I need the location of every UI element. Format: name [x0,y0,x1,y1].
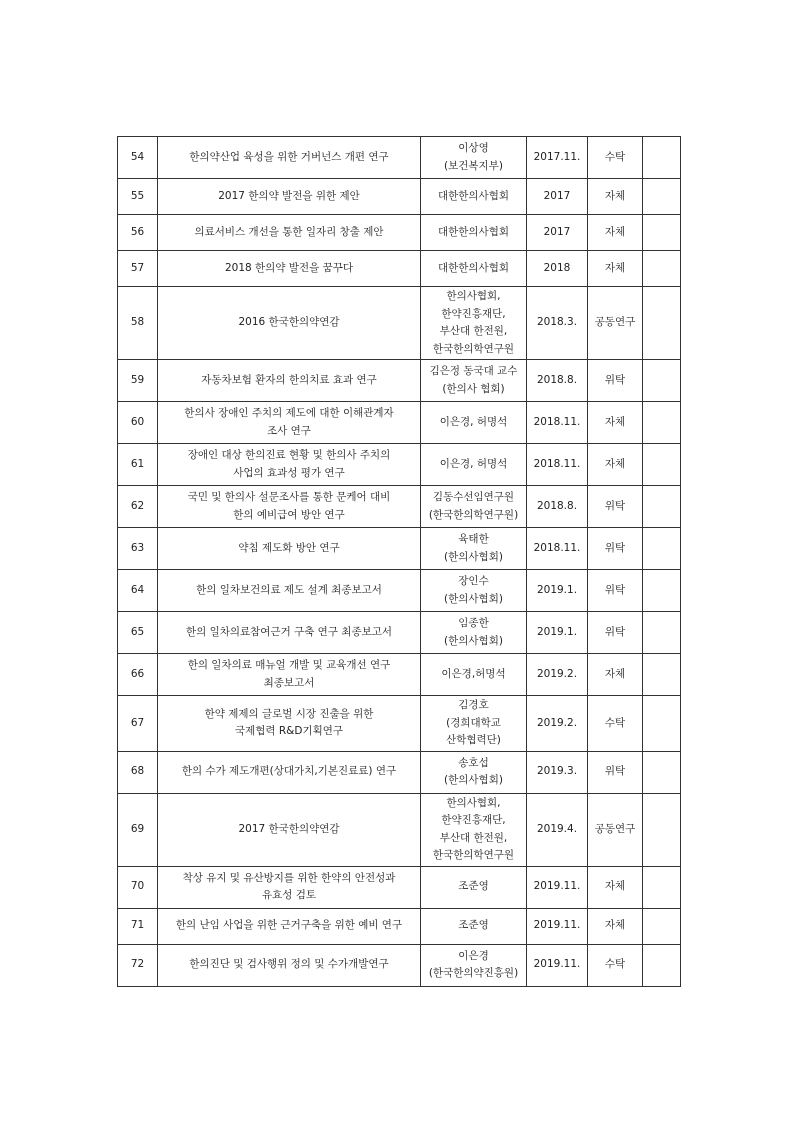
note-cell [643,486,681,528]
author-line: (한의사 협회) [442,382,505,395]
report-title-line: 한의 일차보건의료 제도 설계 최종보고서 [196,583,382,596]
report-title-line: 착상 유지 및 유산방지를 위한 한약의 안전성과 [182,871,396,884]
author-line: 장인수 [458,575,489,587]
report-title-cell [158,612,421,654]
date-cell: 2019.11. [527,944,588,986]
date-cell: 2017 [527,179,588,215]
table-body [118,137,681,987]
author-line: 김동수선임연구원 [432,491,515,503]
report-title-line: 최종보고서 [263,676,315,689]
author-line: 김은정 동국대 교수 [429,365,518,377]
author-line: 이상영 [458,142,489,154]
research-type-cell: 위탁 [588,612,643,654]
author-line: (한국한의약진흥원) [428,967,519,979]
table-row [118,654,681,696]
date-cell: 2019.1. [527,570,588,612]
author-cell [421,612,527,654]
author-cell [421,215,527,251]
table-row [118,287,681,360]
report-title-line: 의료서비스 개선을 통한 일자리 창출 제안 [194,225,384,238]
author-cell [421,402,527,444]
date-cell: 2019.2. [527,654,588,696]
author-line: 대한한의사협회 [437,189,509,202]
date-cell: 2018.11. [527,444,588,486]
table-row [118,360,681,402]
note-cell [643,360,681,402]
author-cell [421,570,527,612]
author-cell [421,528,527,570]
note-cell [643,751,681,793]
date-cell: 2019.4. [527,793,588,866]
table-row [118,402,681,444]
research-type-cell: 자체 [588,866,643,908]
research-type-cell: 수탁 [588,944,643,986]
author-line: (경희대학교 [446,716,501,729]
author-cell [421,793,527,866]
note-cell [643,137,681,179]
author-line: 조준영 [458,919,489,932]
research-type-cell: 위탁 [588,486,643,528]
date-cell: 2019.2. [527,696,588,752]
author-line: (한의사협회) [444,774,503,786]
date-cell: 2018.8. [527,486,588,528]
row-number-cell: 71 [118,908,158,944]
author-line: (한의사협회) [444,550,503,563]
author-cell [421,696,527,752]
report-title-line: 한의 일차의료참여근거 구축 연구 최종보고서 [185,625,393,638]
table-row [118,908,681,944]
author-cell [421,179,527,215]
row-number-cell: 61 [118,444,158,486]
research-type-cell: 자체 [588,654,643,696]
author-cell [421,486,527,528]
note-cell [643,866,681,908]
report-title-cell [158,360,421,402]
row-number-cell: 56 [118,215,158,251]
report-title-cell [158,287,421,360]
report-title-cell [158,696,421,752]
note-cell [643,215,681,251]
date-cell: 2017.11. [527,137,588,179]
table-row [118,486,681,528]
report-title-line: 한의약산업 육성을 위한 거버넌스 개편 연구 [189,150,389,163]
report-title-line: 한의 일차의료 매뉴얼 개발 및 교육개선 연구 [187,659,391,671]
date-cell: 2019.11. [527,908,588,944]
date-cell: 2018 [527,251,588,287]
author-line: 대한한의사협회 [437,225,509,238]
table-row [118,696,681,752]
research-type-cell: 공동연구 [588,793,643,866]
author-line: 송호섭 [458,756,489,769]
date-cell: 2018.11. [527,402,588,444]
author-line: 대한한의사협회 [437,261,509,274]
table-row [118,570,681,612]
report-title-line: 약침 제도화 방안 연구 [238,541,340,554]
research-type-cell: 공동연구 [588,287,643,360]
research-report-table [117,136,681,987]
author-line: 임종한 [458,617,489,629]
author-line: 김경호 [458,699,489,711]
author-cell [421,908,527,944]
author-line: 한국한의학연구원 [432,849,515,861]
date-cell: 2018.3. [527,287,588,360]
report-title-line: 한약 제제의 글로벌 시장 진출을 위한 [204,707,374,720]
row-number-cell: 65 [118,612,158,654]
row-number-cell: 55 [118,179,158,215]
author-line: 한의사협회, [446,796,501,809]
author-line: (보건복지부) [444,159,503,172]
author-line: 조준영 [458,880,489,893]
research-type-cell: 수탁 [588,696,643,752]
report-title-line: 한의 예비급여 방안 연구 [233,508,345,521]
report-title-cell [158,793,421,866]
table-row [118,528,681,570]
note-cell [643,696,681,752]
table-row [118,179,681,215]
research-type-cell: 위탁 [588,360,643,402]
research-type-cell: 자체 [588,179,643,215]
note-cell [643,402,681,444]
note-cell [643,444,681,486]
author-line: 한약진흥재단, [441,814,506,826]
row-number-cell: 69 [118,793,158,866]
research-type-cell: 위탁 [588,528,643,570]
report-title-line: 2017 한의약 발전을 위한 제안 [218,189,360,202]
row-number-cell: 68 [118,751,158,793]
row-number-cell: 64 [118,570,158,612]
report-title-cell [158,179,421,215]
date-cell: 2019.1. [527,612,588,654]
table-row [118,866,681,908]
row-number-cell: 70 [118,866,158,908]
row-number-cell: 72 [118,944,158,986]
report-title-cell [158,944,421,986]
note-cell [643,793,681,866]
report-title-line: 2017 한국한의약연감 [238,822,340,835]
report-title-line: 한의 난임 사업을 위한 근거구축을 위한 예비 연구 [175,919,403,932]
report-title-line: 사업의 효과성 평가 연구 [233,466,345,479]
author-line: 한국한의학연구원 [432,342,515,355]
note-cell [643,179,681,215]
report-title-cell [158,137,421,179]
research-type-cell: 위탁 [588,751,643,793]
report-title-cell [158,654,421,696]
table-row [118,793,681,866]
author-line: (한국한의학연구원) [428,508,519,521]
author-line: 육태한 [458,533,489,545]
note-cell [643,612,681,654]
table-row [118,215,681,251]
research-type-cell: 자체 [588,908,643,944]
report-title-cell [158,751,421,793]
date-cell: 2019.11. [527,866,588,908]
report-title-line: 국민 및 한의사 설문조사를 통한 문케어 대비 [187,491,391,503]
report-title-line: 2018 한의약 발전을 꿈꾸다 [224,261,354,274]
table-row [118,251,681,287]
author-line: 이은경 [458,949,489,962]
report-title-line: 한의 수가 제도개편(상대가치,기본진료료) 연구 [181,765,397,778]
note-cell [643,251,681,287]
report-title-cell [158,486,421,528]
author-cell [421,654,527,696]
note-cell [643,287,681,360]
note-cell [643,570,681,612]
research-type-cell: 수탁 [588,137,643,179]
note-cell [643,944,681,986]
note-cell [643,528,681,570]
report-title-cell [158,908,421,944]
author-line: 부산대 한전원, [439,325,508,337]
report-title-cell [158,866,421,908]
report-title-line: 한의사 장애인 주치의 제도에 대한 이해관계자 [184,407,394,419]
row-number-cell: 58 [118,287,158,360]
research-type-cell: 자체 [588,251,643,287]
report-title-cell [158,570,421,612]
author-line: 이은경, 허명석 [439,415,508,428]
research-type-cell: 자체 [588,444,643,486]
author-line: (한의사협회) [444,634,503,647]
research-type-cell: 자체 [588,402,643,444]
date-cell: 2018.8. [527,360,588,402]
row-number-cell: 66 [118,654,158,696]
row-number-cell: 59 [118,360,158,402]
row-number-cell: 63 [118,528,158,570]
research-type-cell: 위탁 [588,570,643,612]
author-cell [421,287,527,360]
report-title-line: 장애인 대상 한의진료 현황 및 한의사 주치의 [187,449,391,461]
report-title-line: 자동차보험 환자의 한의치료 효과 연구 [201,373,377,386]
date-cell: 2019.3. [527,751,588,793]
table-row [118,137,681,179]
report-title-line: 한의진단 및 검사행위 정의 및 수가개발연구 [189,958,389,971]
report-title-cell [158,215,421,251]
author-line: 이은경, 허명석 [439,457,508,470]
author-line: 산학협력단) [446,734,501,746]
row-number-cell: 62 [118,486,158,528]
author-cell [421,751,527,793]
report-title-line: 조사 연구 [267,424,311,437]
author-line: 한의사협회, [446,290,501,302]
author-line: (한의사협회) [444,592,503,605]
author-line: 이은경,허명석 [441,667,506,680]
report-title-cell [158,444,421,486]
report-title-line: 국제협력 R&D기획연구 [234,725,344,738]
date-cell: 2017 [527,215,588,251]
report-title-line: 유효성 검토 [261,889,317,901]
note-cell [643,654,681,696]
date-cell: 2018.11. [527,528,588,570]
author-cell [421,444,527,486]
row-number-cell: 57 [118,251,158,287]
report-title-line: 2016 한국한의약연감 [238,316,340,329]
table-row [118,751,681,793]
row-number-cell: 67 [118,696,158,752]
table-row [118,944,681,986]
table-row [118,444,681,486]
note-cell [643,908,681,944]
author-cell [421,866,527,908]
author-line: 부산대 한전원, [439,831,508,844]
report-title-cell [158,402,421,444]
row-number-cell: 60 [118,402,158,444]
research-type-cell: 자체 [588,215,643,251]
report-title-cell [158,528,421,570]
author-cell [421,944,527,986]
report-title-cell [158,251,421,287]
author-line: 한약진흥재단, [441,307,506,320]
author-cell [421,137,527,179]
author-cell [421,251,527,287]
table-row [118,612,681,654]
row-number-cell: 54 [118,137,158,179]
author-cell [421,360,527,402]
